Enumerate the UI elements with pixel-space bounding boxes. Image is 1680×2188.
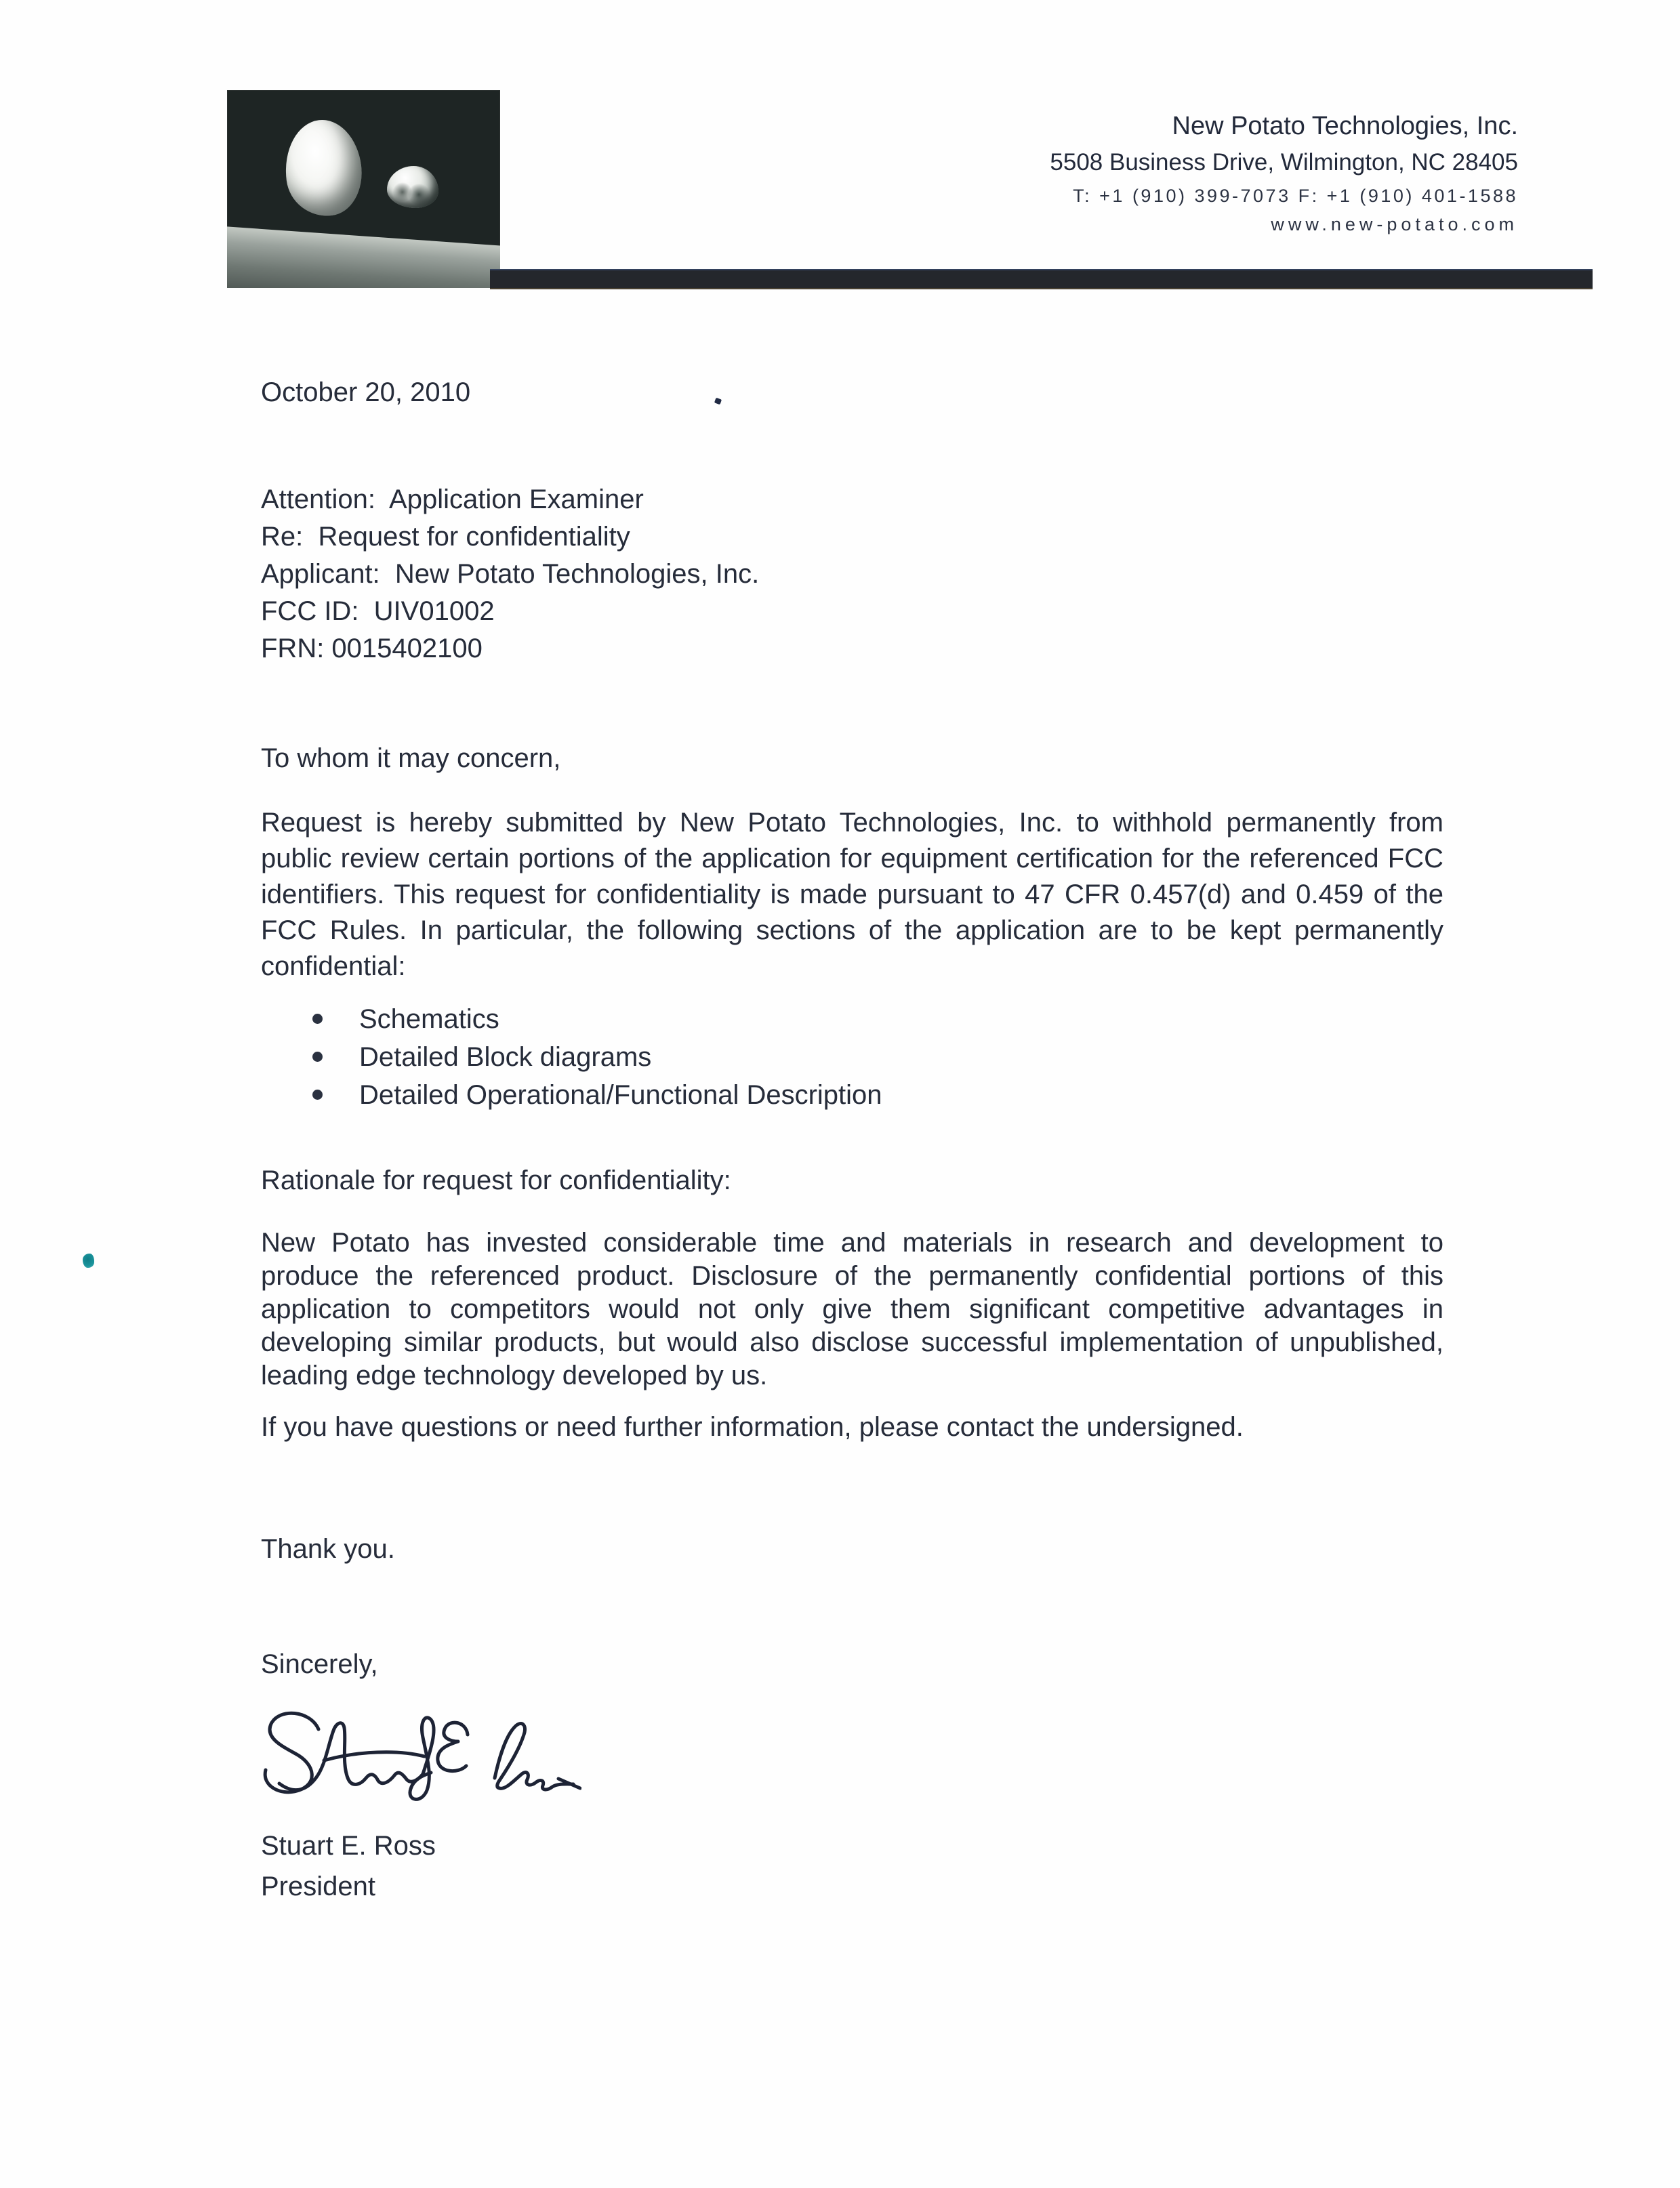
applicant-line: Applicant: New Potato Technologies, Inc. — [261, 559, 760, 589]
company-address: 5508 Business Drive, Wilmington, NC 28405 — [1050, 149, 1518, 176]
list-item: Schematics — [261, 1002, 1443, 1039]
contact-line: If you have questions or need further information, please contact the undersigned. — [261, 1412, 1244, 1442]
teal-ink-speck — [83, 1254, 94, 1268]
reference-block — [261, 481, 1443, 667]
letterhead-logo-photo — [227, 90, 500, 288]
small-potato-earth — [387, 166, 438, 208]
fcc-id-line: FCC ID: UIV01002 — [261, 596, 495, 626]
frn-line: FRN: 0015402100 — [261, 634, 483, 663]
re-line: Re: Request for confidentiality — [261, 522, 630, 552]
list-item: Detailed Block diagrams — [261, 1039, 1443, 1077]
thanks-line: Thank you. — [261, 1534, 395, 1564]
signer-name: Stuart E. Ross — [261, 1831, 436, 1861]
rationale-paragraph: New Potato has invested considerable time and materials in research and development to produce the referenced product. Disclosure of the permanently confidential portions of this application to competitors would not only give them significant competitive advantages in developing similar products, but would also disclose successful implementation of unpublished, leading edge technology developed by us. — [261, 1228, 1443, 1390]
large-potato-moon — [280, 116, 367, 221]
confidential-items-list — [261, 1002, 1443, 1115]
request-paragraph: Request is hereby submitted by New Potato Technologies, Inc. to withhold permanently from public review certain portions of the application for equipment certification for the referenced FCC identifiers. This request for confidentiality is made pursuant to 47 CFR 0.457(d) and 0.459 of the FCC Rules. In particular, the following sections of the application are to be kept permanently confidential: — [261, 808, 1443, 981]
salutation: To whom it may concern, — [261, 743, 561, 773]
signer-title: President — [261, 1872, 375, 1901]
list-item: Detailed Operational/Functional Description — [261, 1077, 1443, 1115]
website-line: www.new-potato.com — [1271, 214, 1518, 234]
letter-date: October 20, 2010 — [261, 377, 471, 407]
letterhead-divider-bar — [490, 269, 1593, 289]
letterhead-text — [1050, 112, 1518, 235]
rationale-heading: Rationale for request for confidentiality: — [261, 1165, 731, 1195]
lunar-surface — [227, 226, 500, 288]
phone-fax-line: T: +1 (910) 399-7073 F: +1 (910) 401-1588 — [1073, 186, 1518, 206]
closing-line: Sincerely, — [261, 1649, 378, 1679]
attention-line: Attention: Application Examiner — [261, 484, 644, 514]
company-name: New Potato Technologies, Inc. — [1172, 112, 1518, 140]
handwritten-signature — [256, 1702, 581, 1811]
